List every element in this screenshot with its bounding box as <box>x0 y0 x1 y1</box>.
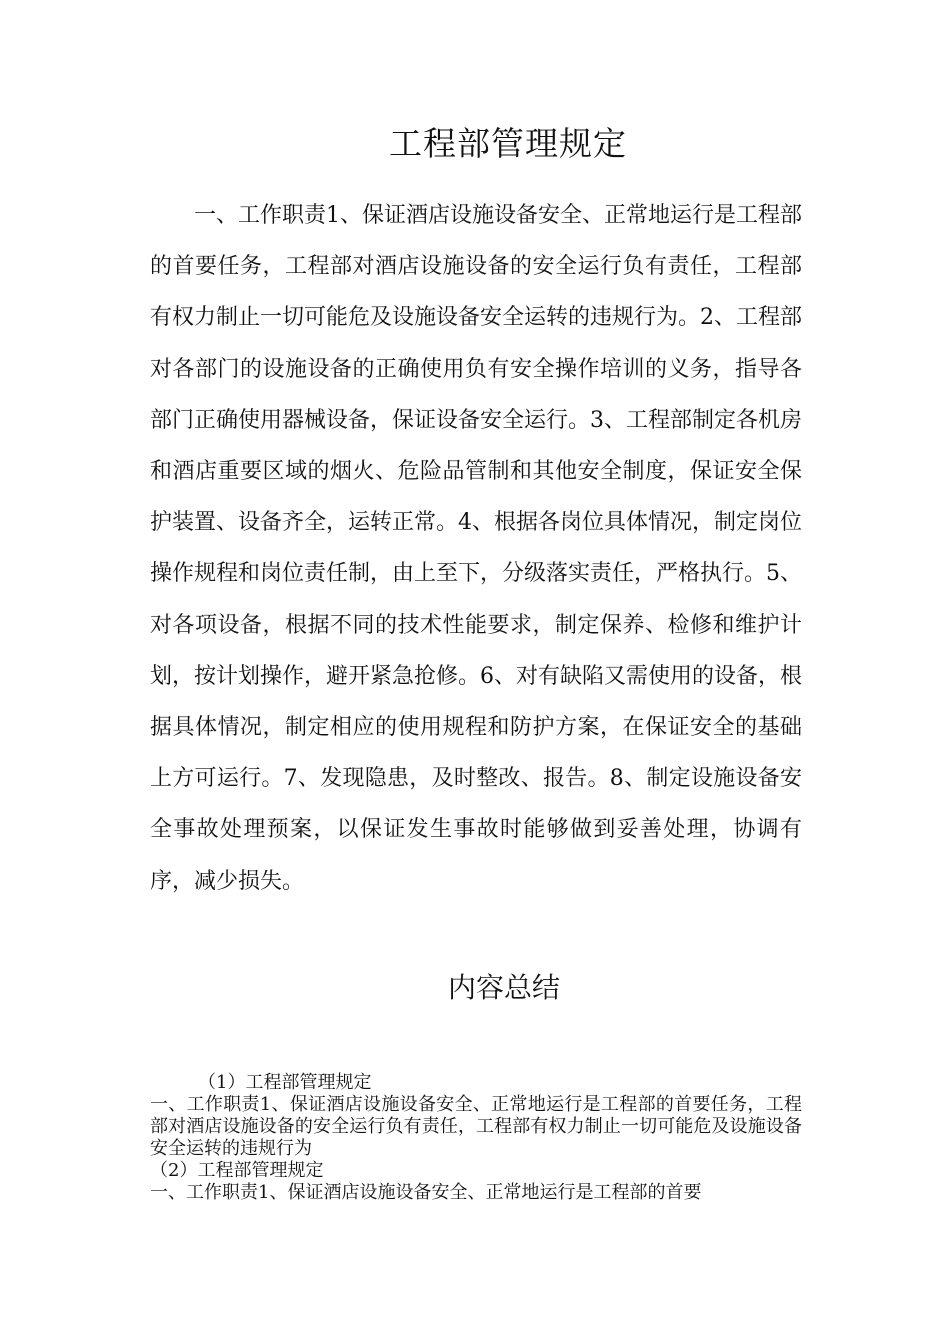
document-title: 工程部管理规定 <box>389 124 627 163</box>
summary-item-body: 一、工作职责1、保证酒店设施设备安全、正常地运行是工程部的首要 <box>150 1182 702 1203</box>
summary-section <box>150 1072 802 1204</box>
summary-item-heading: （2）工程部管理规定 <box>150 1160 324 1181</box>
summary-item-body: 一、工作职责1、保证酒店设施设备安全、正常地运行是工程部的首要任务，工程部对酒店设施设备的安全运行负有责任，工程部有权力制止一切可能危及设施设备安全运转的违规行为 <box>150 1094 802 1159</box>
document-body: 一、工作职责1、保证酒店设施设备安全、正常地运行是工程部的首要任务，工程部对酒店设施设备的安全运行负有责任，工程部有权力制止一切可能危及设施设备安全运转的违规行为。2、工程部对各部门的设施设备的正确使用负有安全操作培训的义务，指导各部门正确使用器械设备，保证设备安全运行。3、工程部制定各机房和酒店重要区域的烟火、危险品管制和其他安全制度，保证安全保护装置、设备齐全，运转正常。4、根据各岗位具体情况，制定岗位操作规程和岗位责任制，由上至下，分级落实责任，严格执行。5、对各项设备，根据不同的技术性能要求，制定保养、检修和维护计划，按计划操作，避开紧急抢修。6、对有缺陷又需使用的设备，根据具体情况，制定相应的使用规程和防护方案，在保证安全的基础上方可运行。7、发现隐患，及时整改、报告。8、制定设施设备安全事故处理预案，以保证发生事故时能够做到妥善处理，协调有序，减少损失。 <box>150 203 802 894</box>
summary-title: 内容总结 <box>447 971 560 1004</box>
summary-item-heading: （1）工程部管理规定 <box>198 1072 372 1093</box>
